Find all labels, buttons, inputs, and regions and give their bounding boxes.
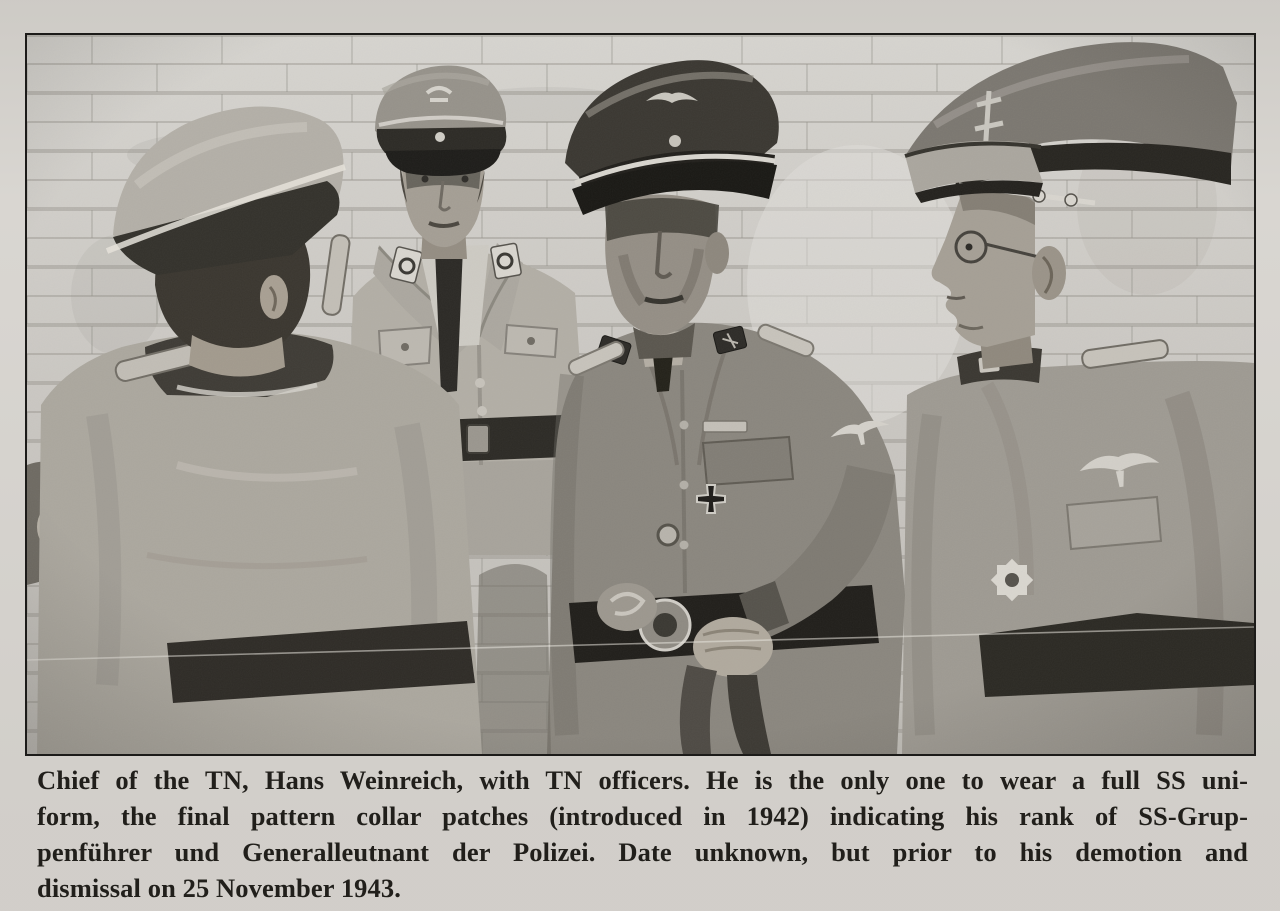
photo-caption: [37, 762, 1248, 906]
caption-line-4: dismissal on 25 November 1943.: [37, 873, 401, 903]
photograph: [25, 33, 1256, 756]
caption-line-2: form, the final pattern collar patches (introduced in 1942) indicating his rank of SS-Grup-: [37, 801, 1248, 831]
photo-illustration: [27, 35, 1254, 754]
caption-line-3: penführer und Generalleutnant der Polizei. Date unknown, but prior to his demotion and: [37, 837, 1248, 867]
caption-line-1: Chief of the TN, Hans Weinreich, with TN officers. He is the only one to wear a full SS uni-: [37, 765, 1248, 795]
photo-grain: [27, 35, 1254, 754]
